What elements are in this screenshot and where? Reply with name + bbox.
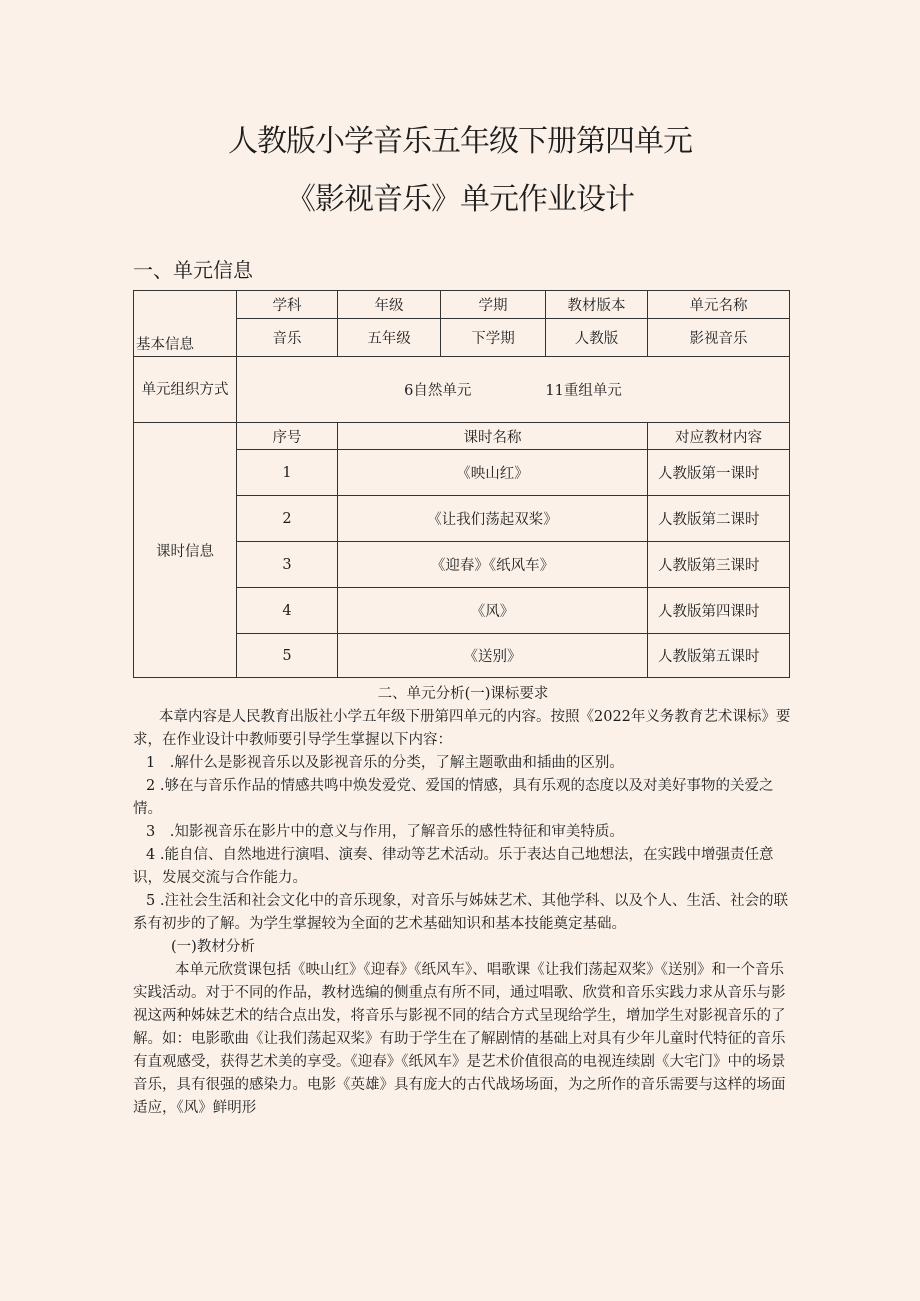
table-header-cell: 年级 <box>338 291 441 319</box>
list-item: 5 .注社会生活和社会文化中的音乐现象，对音乐与姊妹艺术、其他学科、以及个人、生活、社会的联系有初步的了解。为学生掌握较为全面的艺术基础知识和基本技能奠定基础。 <box>133 893 788 932</box>
table-header-cell: 单元名称 <box>648 291 790 319</box>
section-heading-analysis: 二、单元分析(一)课标要求 <box>377 686 549 702</box>
table-header-cell: 课时名称 <box>338 423 648 450</box>
list-item: 3 .知影视音乐在影片中的意义与作用，了解音乐的感性特征和审美特质。 <box>146 824 624 840</box>
list-item: 1 .解什么是影视音乐以及影视音乐的分类，了解主题歌曲和插曲的区别。 <box>146 755 624 771</box>
section-heading-unit-info: 一、单元信息 <box>133 258 253 282</box>
table-cell: 五年级 <box>338 319 441 357</box>
table-row <box>134 423 790 450</box>
table-cell: 1 <box>237 450 338 496</box>
list-item: 4 .能自信、自然地进行演唱、演奏、律动等艺术活动。乐于表达自己地想法，在实践中增强责任意识，发展交流与合作能力。 <box>133 847 774 886</box>
table-cell: 5 <box>237 634 338 678</box>
table-cell: 《映山红》 <box>338 450 648 496</box>
table-header-cell: 学科 <box>237 291 338 319</box>
lesson-info-label: 课时信息 <box>134 423 237 678</box>
table-cell: 人教版第四课时 <box>648 588 790 634</box>
table-cell: 《让我们荡起双桨》 <box>338 496 648 542</box>
table-cell: 人教版 <box>546 319 648 357</box>
table-cell: 4 <box>237 588 338 634</box>
table-header-cell: 序号 <box>237 423 338 450</box>
table-cell: 《送别》 <box>338 634 648 678</box>
table-cell: 人教版第一课时 <box>648 450 790 496</box>
list-item: 2 .够在与音乐作品的情感共鸣中焕发爱党、爱国的情感，具有乐观的态度以及对美好事物的关爱之情。 <box>133 778 774 817</box>
document-title-line1: 人教版小学音乐五年级下册第四单元 <box>228 124 692 159</box>
table-header-cell: 教材版本 <box>546 291 648 319</box>
paragraph: 本章内容是人民教育出版社小学五年级下册第四单元的内容。按照《2022年义务教育艺术课标》要求，在作业设计中教师要引导学生掌握以下内容： <box>133 709 791 748</box>
table-cell: 2 <box>237 496 338 542</box>
sub-heading: (一)教材分析 <box>171 939 255 955</box>
table-header-cell: 学期 <box>441 291 546 319</box>
table-cell: 《迎春》《纸风车》 <box>338 542 648 588</box>
table-cell: 《风》 <box>338 588 648 634</box>
org-regroup: 11重组单元 <box>545 383 622 399</box>
analysis-body <box>133 683 793 1120</box>
table-cell: 3 <box>237 542 338 588</box>
table-cell: 人教版第五课时 <box>648 634 790 678</box>
org-label: 单元组织方式 <box>134 357 237 423</box>
unit-info-table <box>133 290 790 678</box>
table-row <box>134 357 790 423</box>
document-title-line2: 《影视音乐》单元作业设计 <box>286 182 634 217</box>
basic-info-label: 基本信息 <box>134 291 237 357</box>
table-cell: 音乐 <box>237 319 338 357</box>
paragraph: 本单元欣赏课包括《映山红》《迎春》《纸风车》、唱歌课《让我们荡起双桨》《送别》和一个音乐实践活动。对于不同的作品，教材选编的侧重点有所不同，通过唱歌、欣赏和音乐实践力求从音乐与影视这两种姊妹艺术的结合点出发，将音乐与影视不同的结合方式呈现给学生，增加学生对影视音乐的了解。如：电影歌曲《让我们荡起双桨》有助于学生在了解剧情的基础上对具有少年儿童时代特征的音乐有直观感受，获得艺术美的享受。《迎春》《纸风车》是艺术价值很高的电视连续剧《大宅门》中的场景音乐，具有很强的感染力。电影《英雄》具有庞大的古代战场场面，为之所作的音乐需要与这样的场面适应，《风》鲜明形 <box>133 962 786 1116</box>
table-row <box>134 291 790 319</box>
org-natural: 6自然单元 <box>404 383 472 399</box>
table-header-cell: 对应教材内容 <box>648 423 790 450</box>
table-cell: 影视音乐 <box>648 319 790 357</box>
table-cell: 下学期 <box>441 319 546 357</box>
table-cell: 人教版第二课时 <box>648 496 790 542</box>
org-value <box>237 357 790 423</box>
table-cell: 人教版第三课时 <box>648 542 790 588</box>
